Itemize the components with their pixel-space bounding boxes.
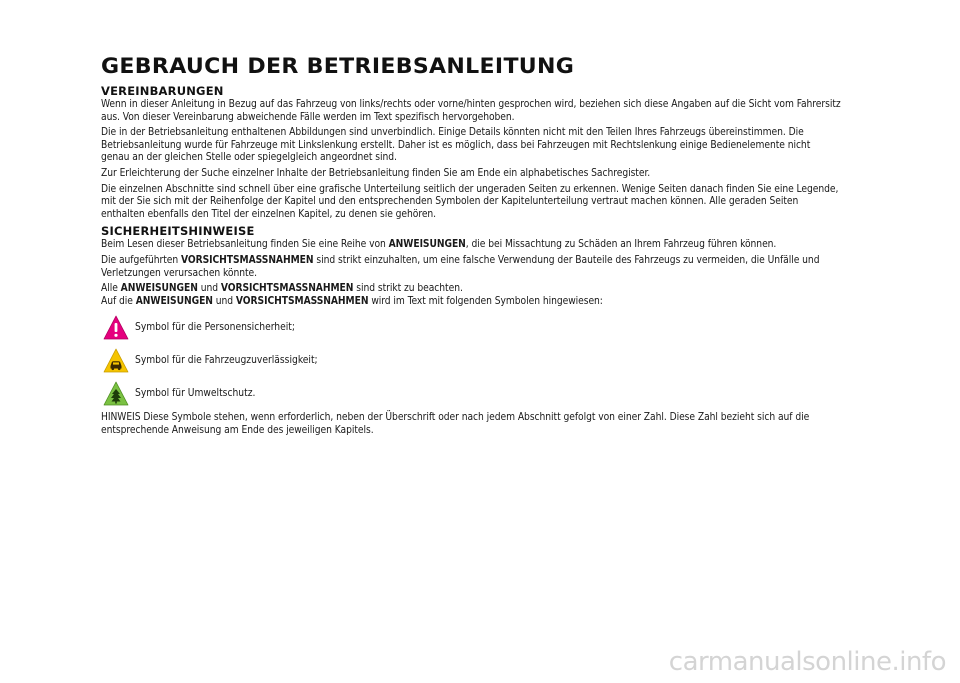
section-heading-vereinbarungen: VEREINBARUNGEN [101,84,224,98]
symbol-label: Symbol für Umweltschutz. [135,388,256,400]
note-paragraph: HINWEIS Diese Symbole stehen, wenn erforderlich, neben der Überschrift oder nach jedem Abschnitt gefolgt von einer Zahl. Diese Zahl bezieht sich auf die entsprechende Anweisung am Ende des jeweiligen Kapitels. [101,412,810,436]
paragraph [101,255,841,280]
paragraph [101,283,841,296]
text-run: , die bei Missachtung zu Schäden an Ihrem Fahrzeug führen können. [465,239,777,251]
text-run: und [212,295,236,307]
keyword-vorsichtsmassnahmen: VORSICHTSMASSNAHMEN [220,283,354,295]
text-run: Beim Lesen dieser Betriebsanleitung finden Sie eine Reihe von [101,239,389,251]
paragraph: Zur Erleichterung der Suche einzelner Inhalte der Betriebsanleitung finden Sie am Ende ein alphabetisches Sachregister. [101,167,651,179]
symbol-row-environment [101,379,841,408]
symbol-label: Symbol für die Personensicherheit; [135,322,295,334]
person-safety-icon [103,315,129,341]
paragraph [101,296,841,309]
symbol-row-vehicle-reliability [101,346,841,375]
symbol-label: Symbol für die Fahrzeugzuverlässigkeit; [135,355,318,367]
paragraph: Die in der Betriebsanleitung enthaltenen Abbildungen sind unverbindlich. Einige Details könnten nicht mit den Teilen Ihres Fahrzeugs übereinstimmen. Die Betriebsanleitung wurde für Fahrzeuge mit Linkslenkung erstellt. Daher ist es möglich, dass bei Fahrzeugen mit Rechtslenkung einige Bedienelemente nicht genau an der gleichen Stelle oder spiegelgleich angeordnet sind. [101,127,811,164]
text-run: wird im Text mit folgenden Symbolen hingewiesen: [368,295,603,307]
section-heading-sicherheitshinweise: SICHERHEITSHINWEISE [101,224,255,239]
keyword-anweisungen: ANWEISUNGEN [120,283,198,295]
vehicle-reliability-icon [103,348,129,374]
watermark-text: carmanualsonline.info [668,647,946,677]
paragraph: Wenn in dieser Anleitung in Bezug auf das Fahrzeug von links/rechts oder vorne/hinten gesprochen wird, beziehen sich diese Angaben auf die Sicht vom Fahrersitz aus. Von dieser Vereinbarung abweichende Fälle werden im Text spezifisch hervorgehoben. [101,99,841,123]
text-run: und [197,283,221,295]
text-run: sind strikt zu beachten. [353,283,463,295]
paragraph: Die einzelnen Abschnitte sind schnell über eine grafische Unterteilung seitlich der ungeraden Seiten zu erkennen. Wenige Seiten danach finden Sie eine Legende, mit der Sie sich mit der Reihenfolge der Kapitel und den entsprechenden Symbolen der Kapitelunterteilung vertraut machen können. Alle geraden Seiten enthalten ebenfalls den Titel der einzelnen Kapitel, zu denen sie gehören. [101,183,839,220]
keyword-vorsichtsmassnahmen: VORSICHTSMASSNAHMEN [235,295,369,307]
environment-icon [103,381,129,407]
keyword-vorsichtsmassnahmen: VORSICHTSMASSNAHMEN [180,254,314,266]
manual-page [101,54,841,441]
keyword-anweisungen: ANWEISUNGEN [135,295,213,307]
text-run: Die aufgeführten [101,254,181,266]
keyword-anweisungen: ANWEISUNGEN [388,239,466,251]
paragraph [101,239,841,252]
symbol-row-person-safety [101,313,841,342]
text-run: sind strikt einzuhalten, um eine falsche Verwendung der Bauteile des Fahrzeugs zu vermeiden, die Unfälle und Verletzungen verursachen könnte. [101,254,820,279]
text-run: Alle [101,283,121,295]
text-run: Auf die [101,295,136,307]
page-title: GEBRAUCH DER BETRIEBSANLEITUNG [101,54,575,78]
